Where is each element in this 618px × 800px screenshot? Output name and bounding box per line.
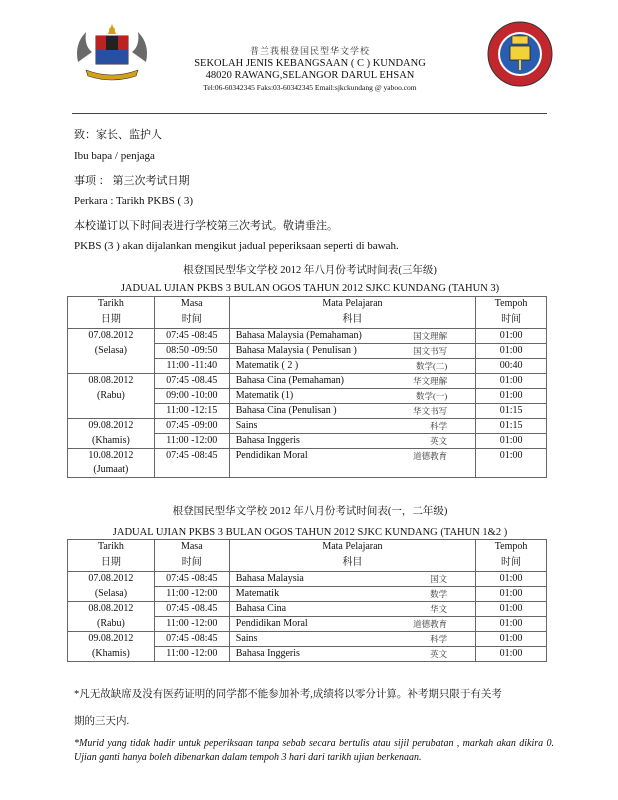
subject-label-chinese: 道德教育 xyxy=(413,619,448,629)
body-chinese: 本校谨订以下时间表进行学校第三次考试。敬请垂注。 xyxy=(74,220,338,232)
cell-date: 09.08.2012 xyxy=(68,419,155,434)
cell-time: 11:00 -12:00 xyxy=(154,587,229,602)
col-header-subject: Mata Pelajaran xyxy=(229,297,475,313)
school-name: SEKOLAH JENIS KEBANGSAAN ( C ) KUNDANG xyxy=(194,58,426,69)
cell-duration: 01:00 xyxy=(476,329,547,344)
cell-subject xyxy=(229,359,475,374)
subject-label: Bahasa Malaysia ( Penulisan ) xyxy=(235,345,357,356)
table-row xyxy=(68,647,547,662)
cell-date: 09.08.2012 xyxy=(68,632,155,647)
cell-duration: 01:00 xyxy=(476,647,547,662)
subject-label-chinese: 国文理解 xyxy=(413,331,448,341)
school-crest-icon xyxy=(486,20,554,88)
cell-duration: 00:40 xyxy=(476,359,547,374)
body-malay: PKBS (3 ) akan dijalankan mengikut jadual peperiksaan seperti di bawah. xyxy=(74,240,399,252)
state-coat-of-arms-icon xyxy=(72,22,152,84)
cell-duration: 01:15 xyxy=(476,404,547,419)
table-header-row xyxy=(68,297,547,313)
cell-time: 09:00 -10:00 xyxy=(154,389,229,404)
subject-label-chinese: 英文 xyxy=(430,436,448,446)
letterhead xyxy=(150,44,470,92)
table-header-row xyxy=(68,540,547,556)
cell-time: 11:00 -12:00 xyxy=(154,647,229,662)
subject-chinese: 事项 ： 第三次考试日期 xyxy=(74,175,190,187)
col-header-duration: Tempoh xyxy=(476,540,547,556)
cell-date xyxy=(68,359,155,374)
table-header-row-chinese xyxy=(68,556,547,572)
cell-date: (Khamis) xyxy=(68,434,155,449)
table-row xyxy=(68,463,547,478)
cell-time: 08:50 -09:50 xyxy=(154,344,229,359)
cell-subject xyxy=(229,602,475,617)
cell-subject xyxy=(229,587,475,602)
cell-date xyxy=(68,404,155,419)
cell-subject xyxy=(229,632,475,647)
subject-label-chinese: 国文书写 xyxy=(413,346,448,356)
cell-date: (Rabu) xyxy=(68,617,155,632)
subject-label: Matematik ( 2 ) xyxy=(235,360,299,371)
col-header-date: Tarikh xyxy=(68,297,155,313)
cell-duration: 01:00 xyxy=(476,449,547,464)
col-header-duration: Tempoh xyxy=(476,297,547,313)
cell-subject xyxy=(229,344,475,359)
col-header-date-chinese: 日期 xyxy=(68,313,155,329)
cell-duration: 01:00 xyxy=(476,632,547,647)
subject-label-chinese: 数学(一) xyxy=(415,391,448,401)
cell-time xyxy=(154,463,229,478)
col-header-duration-chinese: 时间 xyxy=(476,313,547,329)
col-header-subject-chinese: 科目 xyxy=(229,313,475,329)
table-row xyxy=(68,374,547,389)
cell-time: 07:45 -08:45 xyxy=(154,572,229,587)
cell-duration: 01:00 xyxy=(476,389,547,404)
subject-label: Bahasa Malaysia xyxy=(235,573,304,584)
subject-label: Matematik (1) xyxy=(235,390,294,401)
cell-date: (Selasa) xyxy=(68,344,155,359)
recipient-chinese: 致：家长、监护人 xyxy=(74,129,162,141)
table-row xyxy=(68,449,547,464)
table-row xyxy=(68,632,547,647)
table-row xyxy=(68,359,547,374)
col-header-time: Masa xyxy=(154,540,229,556)
cell-duration: 01:00 xyxy=(476,617,547,632)
cell-date: (Selasa) xyxy=(68,587,155,602)
subject-label: Pendidikan Moral xyxy=(235,618,308,629)
cell-subject xyxy=(229,463,475,478)
subject-label-chinese: 华文理解 xyxy=(413,376,448,386)
cell-date: (Jumaat) xyxy=(68,463,155,478)
cell-date: 07.08.2012 xyxy=(68,329,155,344)
subject-label: Sains xyxy=(235,633,258,644)
school-contact: Tel:06-60342345 Faks:03-60342345 Email:sjkckundang @ yaboo.com xyxy=(203,83,417,92)
table1-title-chinese: 根登国民型华文学校 2012 年八月份考试时间表(三年级) xyxy=(183,265,437,276)
col-header-date: Tarikh xyxy=(68,540,155,556)
subject-label-chinese: 科学 xyxy=(430,421,448,431)
subject-label-chinese: 数学 xyxy=(430,589,448,599)
table2-title-chinese: 根登国民型华文学校 2012 年八月份考试时间表(一，二年级) xyxy=(172,506,448,517)
subject-label-chinese: 数学(二) xyxy=(415,361,448,371)
cell-duration: 01:00 xyxy=(476,572,547,587)
table-row xyxy=(68,572,547,587)
cell-duration: 01:00 xyxy=(476,374,547,389)
subject-label: Bahasa Malaysia (Pemahaman) xyxy=(235,330,362,341)
subject-label: Bahasa Inggeris xyxy=(235,648,300,659)
cell-duration xyxy=(476,463,547,478)
col-header-time-chinese: 时间 xyxy=(154,313,229,329)
col-header-date-chinese: 日期 xyxy=(68,556,155,572)
table2-title: JADUAL UJIAN PKBS 3 BULAN OGOS TAHUN 2012 SJKC KUNDANG (TAHUN 1&2 ) xyxy=(112,527,508,538)
cell-time: 11:00 -12:15 xyxy=(154,404,229,419)
cell-subject xyxy=(229,389,475,404)
cell-time: 07:45 -08:45 xyxy=(154,449,229,464)
table-header-row-chinese xyxy=(68,313,547,329)
cell-time: 07:45 -08.45 xyxy=(154,374,229,389)
cell-subject xyxy=(229,617,475,632)
table-row xyxy=(68,344,547,359)
cell-date: (Khamis) xyxy=(68,647,155,662)
cell-subject xyxy=(229,404,475,419)
subject-label-chinese: 道德教育 xyxy=(413,451,448,461)
cell-subject xyxy=(229,374,475,389)
subject-label-chinese: 英文 xyxy=(430,649,448,659)
subject-label: Bahasa Cina (Pemahaman) xyxy=(235,375,345,386)
cell-time: 11:00 -12:00 xyxy=(154,434,229,449)
cell-time: 07:45 -09:00 xyxy=(154,419,229,434)
cell-date: 07.08.2012 xyxy=(68,572,155,587)
cell-duration: 01:00 xyxy=(476,602,547,617)
header-divider xyxy=(72,113,547,114)
table-row xyxy=(68,602,547,617)
school-name-chinese: 普兰莪根登国民型华文学校 xyxy=(249,46,370,56)
cell-date: 08.08.2012 xyxy=(68,602,155,617)
cell-duration: 01:15 xyxy=(476,419,547,434)
cell-subject xyxy=(229,449,475,464)
col-header-time: Masa xyxy=(154,297,229,313)
table-row xyxy=(68,617,547,632)
note-chinese-line2: 期的三天内. xyxy=(74,716,130,727)
cell-date: (Rabu) xyxy=(68,389,155,404)
school-address: 48020 RAWANG,SELANGOR DARUL EHSAN xyxy=(205,70,415,81)
exam-timetable-year3 xyxy=(67,296,547,478)
subject-label: Bahasa Cina (Penulisan ) xyxy=(235,405,337,416)
cell-subject xyxy=(229,572,475,587)
table-row xyxy=(68,389,547,404)
col-header-time-chinese: 时间 xyxy=(154,556,229,572)
cell-time: 11:00 -12:00 xyxy=(154,617,229,632)
cell-time: 07:45 -08.45 xyxy=(154,602,229,617)
cell-time: 07:45 -08:45 xyxy=(154,329,229,344)
recipient-malay: Ibu bapa / penjaga xyxy=(74,150,155,162)
subject-label-chinese: 华文书写 xyxy=(413,406,448,416)
cell-subject xyxy=(229,647,475,662)
subject-label-chinese: 国文 xyxy=(430,574,448,584)
note-chinese-line1: *凡无故缺席及没有医药证明的同学都不能参加补考,成绩将以零分计算。补考期只限于有关考 xyxy=(74,689,502,700)
col-header-duration-chinese: 时间 xyxy=(476,556,547,572)
table-row xyxy=(68,404,547,419)
subject-label: Sains xyxy=(235,420,258,431)
subject-label-chinese: 华文 xyxy=(430,604,448,614)
subject-label: Matematik xyxy=(235,588,280,599)
cell-duration: 01:00 xyxy=(476,344,547,359)
subject-label: Bahasa Inggeris xyxy=(235,435,300,446)
col-header-subject: Mata Pelajaran xyxy=(229,540,475,556)
col-header-subject-chinese: 科目 xyxy=(229,556,475,572)
cell-subject xyxy=(229,329,475,344)
table-row xyxy=(68,329,547,344)
cell-date: 10.08.2012 xyxy=(68,449,155,464)
cell-time: 07:45 -08:45 xyxy=(154,632,229,647)
cell-date: 08.08.2012 xyxy=(68,374,155,389)
note-malay: *Murid yang tidak hadir untuk peperiksaan tanpa sebab secara bertulis atau sijil perubatan , markah akan dikira 0. Ujian ganti hanya boleh dibenarkan dalam tempoh 3 hari dari tarikh ujian berkenaan. xyxy=(74,738,554,763)
subject-malay: Perkara : Tarikh PKBS ( 3) xyxy=(74,195,194,207)
subject-label: Pendidikan Moral xyxy=(235,450,308,461)
cell-duration: 01:00 xyxy=(476,434,547,449)
table-row xyxy=(68,419,547,434)
cell-subject xyxy=(229,419,475,434)
exam-timetable-year1-2 xyxy=(67,539,547,662)
cell-time: 11:00 -11:40 xyxy=(154,359,229,374)
subject-label: Bahasa Cina xyxy=(235,603,287,614)
table1-title: JADUAL UJIAN PKBS 3 BULAN OGOS TAHUN 2012 SJKC KUNDANG (TAHUN 3) xyxy=(120,283,500,294)
table-row xyxy=(68,587,547,602)
cell-subject xyxy=(229,434,475,449)
subject-label-chinese: 科学 xyxy=(430,634,448,644)
cell-duration: 01:00 xyxy=(476,587,547,602)
table-row xyxy=(68,434,547,449)
